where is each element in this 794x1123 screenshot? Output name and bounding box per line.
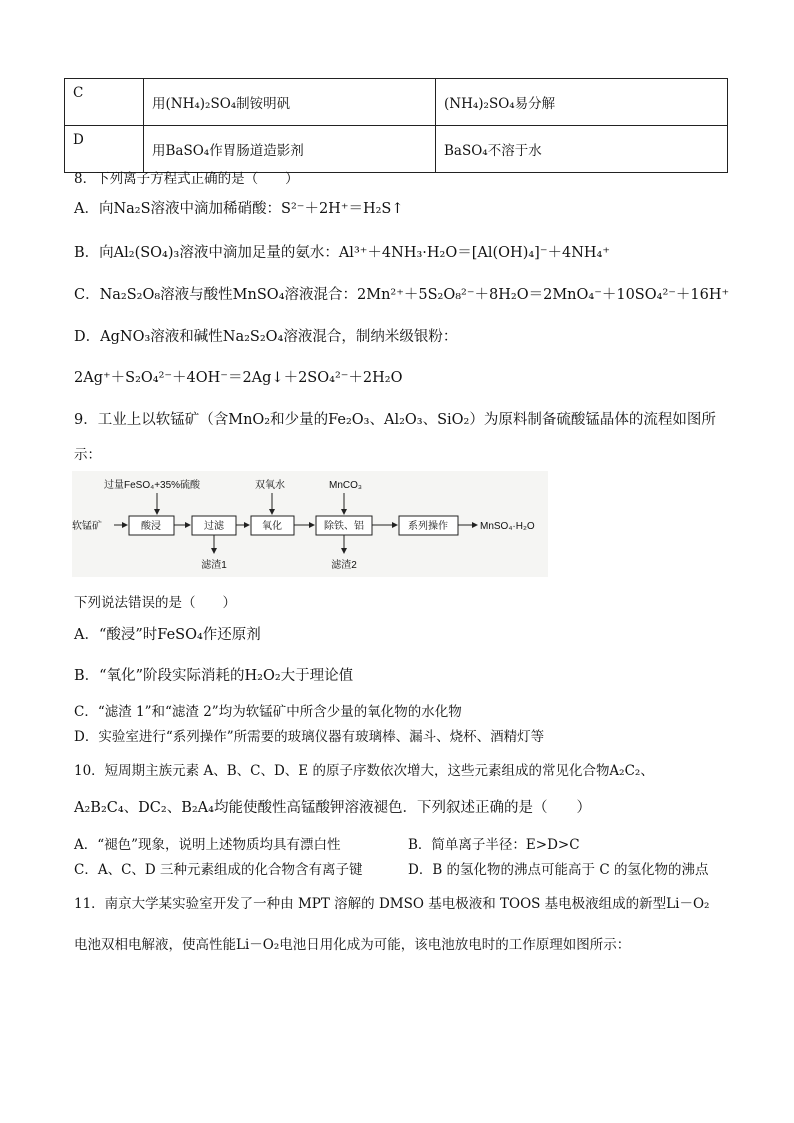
q9-option-c: C．“滤渣 1”和“滤渣 2”均为软锰矿中所含少量的氧化物的水化物: [74, 704, 462, 720]
flow-step-5: 系列操作: [408, 521, 448, 532]
row-label: D: [65, 126, 144, 173]
q10-option-d: D．B 的氢化物的沸点可能高于 C 的氢化物的沸点: [408, 862, 709, 878]
q8-option-a: A．向Na₂S溶液中滴加稀硝酸：S²⁻＋2H⁺＝H₂S↑: [74, 201, 404, 217]
flow-step-1: 酸浸: [141, 521, 161, 532]
flow-reagent-1: 过量FeSO₄+35%硫酸: [104, 480, 201, 491]
q9-option-b: B．“氧化”阶段实际消耗的H₂O₂大于理论值: [74, 668, 354, 684]
q8-option-d-equation: 2Ag⁺＋S₂O₄²⁻＋4OH⁻＝2Ag↓＋2SO₄²⁻＋2H₂O: [74, 370, 403, 386]
flow-input: 软锰矿: [72, 521, 102, 532]
q10-stem-cont: A₂B₂C₄、DC₂、B₂A₄均能使酸性高锰酸钾溶液褪色．下列叙述正确的是（ ）: [74, 800, 591, 816]
row-label: C: [65, 79, 144, 126]
flow-step-3: 氧化: [262, 521, 282, 532]
table-row: [65, 126, 728, 173]
row-use: 用(NH₄)₂SO₄制铵明矾: [144, 79, 436, 126]
q9-stem: 9．工业上以软锰矿（含MnO₂和少量的Fe₂O₃、Al₂O₃、SiO₂）为原料制备硫酸锰晶体的流程如图所: [74, 412, 716, 428]
process-flowchart: [72, 471, 548, 577]
q9-option-d: D．实验室进行“系列操作”所需要的玻璃仪器有玻璃棒、漏斗、烧杯、酒精灯等: [74, 729, 545, 745]
q9-stem-cont: 示：: [74, 447, 101, 463]
flow-step-4: 除铁、铝: [324, 521, 364, 532]
q8-stem: 8．下列离子方程式正确的是（ ）: [74, 171, 299, 187]
q11-stem: 11．南京大学某实验室开发了一种由 MPT 溶解的 DMSO 基电极液和 TOOS 基电极液组成的新型Li－O₂: [74, 896, 710, 912]
q10-option-b: B．简单离子半径：E>D>C: [408, 837, 580, 853]
q10-stem: 10．短周期主族元素 A、B、C、D、E 的原子序数依次增大，这些元素组成的常见化合物A₂C₂、: [74, 763, 654, 779]
q8-option-c: C．Na₂S₂O₈溶液与酸性MnSO₄溶液混合：2Mn²⁺＋5S₂O₈²⁻＋8H₂O＝2MnO₄⁻＋10SO₄²⁻＋16H⁺: [74, 287, 730, 303]
q9-ask: 下列说法错误的是（ ）: [74, 595, 236, 611]
flow-residue-2: 滤渣2: [331, 560, 357, 571]
flow-step-2: 过滤: [204, 521, 224, 532]
flow-reagent-2: 双氧水: [255, 480, 285, 491]
flow-reagent-3: MnCO₃: [329, 480, 362, 491]
flow-product: MnSO₄·H₂O: [480, 521, 535, 532]
q9-option-a: A．“酸浸”时FeSO₄作还原剂: [74, 627, 261, 643]
q8-option-d: D．AgNO₃溶液和碱性Na₂S₂O₄溶液混合，制纳米级银粉：: [74, 329, 458, 345]
q11-stem-cont: 电池双相电解液，使高性能Li－O₂电池日用化成为可能，该电池放电时的工作原理如图所示：: [74, 937, 631, 953]
row-reason: (NH₄)₂SO₄易分解: [436, 79, 728, 126]
q8-option-b: B．向Al₂(SO₄)₃溶液中滴加足量的氨水：Al³⁺＋4NH₃·H₂O＝[Al(OH)₄]⁻＋4NH₄⁺: [74, 245, 610, 261]
q10-option-c: C．A、C、D 三种元素组成的化合物含有离子键: [74, 862, 363, 878]
flow-residue-1: 滤渣1: [201, 560, 227, 571]
q10-option-a: A．“褪色”现象，说明上述物质均具有漂白性: [74, 837, 341, 853]
table-row: [65, 79, 728, 126]
options-table: [64, 78, 728, 173]
row-reason: BaSO₄不溶于水: [436, 126, 728, 173]
row-use: 用BaSO₄作胃肠道造影剂: [144, 126, 436, 173]
